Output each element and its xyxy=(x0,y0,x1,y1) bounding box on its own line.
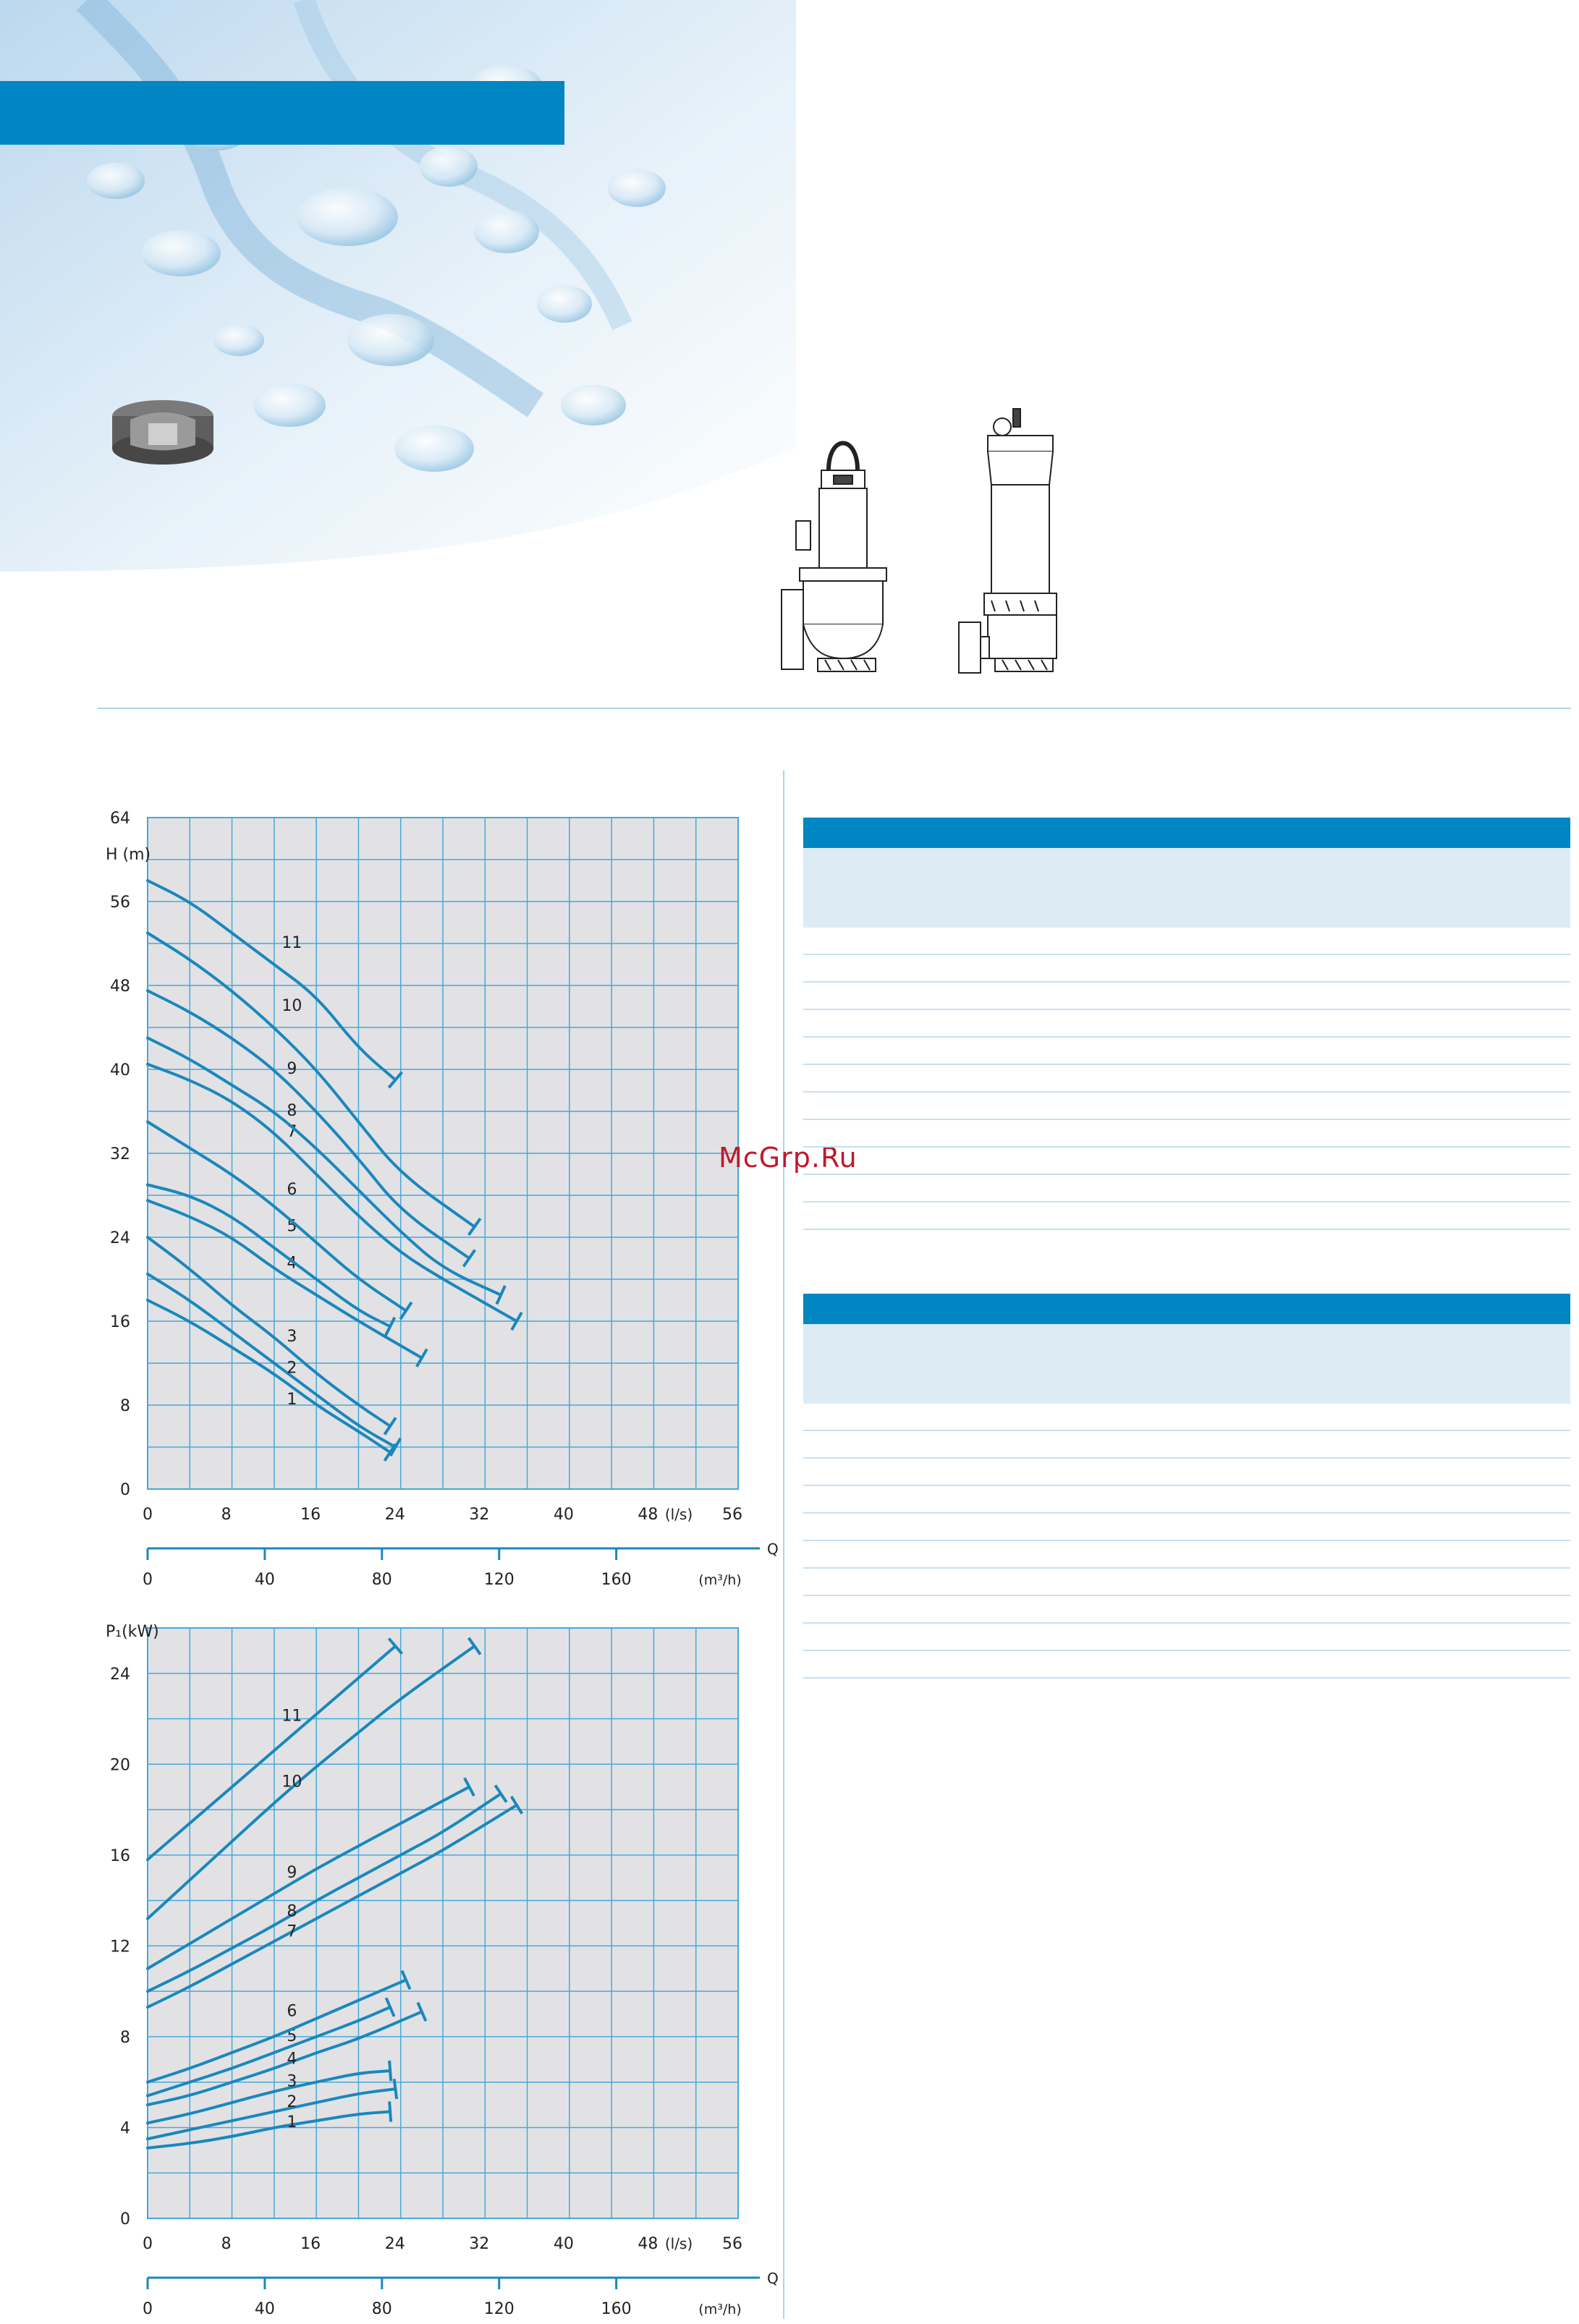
x-tick-label-m3h: 120 xyxy=(483,2300,515,2318)
y-tick-label: 8 xyxy=(120,1397,130,1415)
column-divider xyxy=(783,771,784,2319)
x-tick-label-ls: 8 xyxy=(221,2235,232,2253)
table-2-rows xyxy=(803,1404,1570,1679)
table-row xyxy=(803,1624,1570,1651)
y-tick-label: 40 xyxy=(110,1061,130,1080)
x-tick-label-ls: 48 xyxy=(638,1506,659,1524)
y-tick-label: 20 xyxy=(110,1756,130,1775)
x-tick-label-m3h: 40 xyxy=(254,1571,275,1589)
table-row xyxy=(803,1569,1570,1596)
curve-label-4: 4 xyxy=(287,1254,297,1273)
curve-label-6: 6 xyxy=(287,1180,297,1199)
x-tick-label-m3h: 80 xyxy=(371,2300,392,2318)
table-row xyxy=(803,1203,1570,1230)
table-row xyxy=(803,1596,1570,1624)
pump-compact-drawing xyxy=(782,444,886,672)
table-row xyxy=(803,955,1570,983)
x-tick-label-m3h: 80 xyxy=(371,1571,392,1589)
x-tick-label-ls: 40 xyxy=(553,1506,574,1524)
table-row xyxy=(803,1651,1570,1679)
table-1-header xyxy=(803,818,1570,848)
x-tick-label-ls: 0 xyxy=(143,1506,153,1524)
x-tick-label-m3h: 0 xyxy=(143,2300,153,2318)
q-axis-label: Q xyxy=(767,2270,779,2287)
curve-label-3: 3 xyxy=(287,2072,297,2091)
watermark-text: McGrp.Ru xyxy=(719,1142,858,1174)
x-tick-label-ls: 48 xyxy=(638,2235,659,2253)
curve-end-cap-1 xyxy=(389,2102,391,2122)
table-row xyxy=(803,1541,1570,1569)
table-2-header xyxy=(803,1294,1570,1324)
table-row xyxy=(803,1514,1570,1541)
curve-label-1: 1 xyxy=(287,1390,297,1409)
x-unit-m3h: (m³/h) xyxy=(698,1572,742,1588)
x-tick-label-ls: 56 xyxy=(722,2235,742,2253)
x-tick-label-ls: 16 xyxy=(300,1506,321,1524)
curve-label-7: 7 xyxy=(287,1922,297,1941)
performance-charts xyxy=(0,0,782,2324)
y-tick-label: 0 xyxy=(120,2210,130,2228)
curve-label-4: 4 xyxy=(287,2050,297,2069)
table-2-subheader xyxy=(803,1324,1570,1404)
y-tick-label: 32 xyxy=(110,1145,130,1163)
y-tick-label: 24 xyxy=(110,1229,130,1247)
x-tick-label-m3h: 40 xyxy=(254,2300,275,2318)
table-row xyxy=(803,1486,1570,1514)
x-tick-label-ls: 32 xyxy=(469,2235,490,2253)
y-tick-label: 0 xyxy=(120,1481,130,1499)
table-1-rows xyxy=(803,928,1570,1230)
table-1-subheader xyxy=(803,848,1570,928)
y-tick-label: 16 xyxy=(110,1846,130,1865)
curve-label-10: 10 xyxy=(281,997,302,1015)
curve-label-5: 5 xyxy=(287,2027,297,2045)
x-unit-ls: (l/s) xyxy=(664,2235,693,2252)
x-unit-ls: (l/s) xyxy=(664,1506,693,1523)
x-tick-label-ls: 8 xyxy=(221,1506,232,1524)
table-row xyxy=(803,983,1570,1010)
x-tick-label-ls: 24 xyxy=(384,2235,405,2253)
table-row xyxy=(803,1175,1570,1203)
y-tick-label: 16 xyxy=(110,1313,130,1331)
curve-label-10: 10 xyxy=(281,1773,302,1791)
curve-label-7: 7 xyxy=(287,1123,297,1141)
table-row xyxy=(803,1038,1570,1065)
table-row xyxy=(803,1459,1570,1486)
q-axis-label: Q xyxy=(767,1540,779,1558)
curve-label-3: 3 xyxy=(287,1327,297,1346)
y-axis-label: P₁(kW) xyxy=(106,1623,159,1641)
pump-illustrations xyxy=(774,405,1107,695)
curve-label-6: 6 xyxy=(287,2002,297,2021)
y-tick-label: 24 xyxy=(110,1665,130,1684)
curve-label-2: 2 xyxy=(287,2092,297,2111)
y-tick-label: 4 xyxy=(120,2119,130,2138)
x-unit-m3h: (m³/h) xyxy=(698,2302,742,2317)
table-row xyxy=(803,1093,1570,1120)
curve-label-11: 11 xyxy=(281,934,302,952)
table-row xyxy=(803,1010,1570,1038)
curve-label-8: 8 xyxy=(287,1902,297,1921)
table-row xyxy=(803,1148,1570,1175)
curve-label-9: 9 xyxy=(287,1863,297,1882)
x-tick-label-ls: 40 xyxy=(553,2235,574,2253)
y-axis-label: H (m) xyxy=(106,846,151,864)
y-tick-label: 48 xyxy=(110,977,130,996)
x-tick-label-ls: 24 xyxy=(384,1506,405,1524)
table-row xyxy=(803,1065,1570,1093)
power-chart xyxy=(106,1623,779,2318)
table-row xyxy=(803,1404,1570,1431)
curve-label-9: 9 xyxy=(287,1060,297,1078)
y-tick-label: 12 xyxy=(110,1938,130,1956)
curve-label-11: 11 xyxy=(281,1707,302,1726)
y-tick-label: 8 xyxy=(120,2028,130,2047)
x-tick-label-m3h: 160 xyxy=(601,2300,632,2318)
x-tick-label-m3h: 160 xyxy=(601,1571,632,1589)
table-row xyxy=(803,928,1570,955)
table-row xyxy=(803,1120,1570,1148)
x-tick-label-m3h: 120 xyxy=(483,1571,515,1589)
head-chart xyxy=(106,810,779,1589)
curve-label-2: 2 xyxy=(287,1359,297,1378)
table-row xyxy=(803,1431,1570,1459)
curve-end-cap-3 xyxy=(389,2061,391,2081)
x-tick-label-ls: 32 xyxy=(469,1506,490,1524)
curve-label-1: 1 xyxy=(287,2113,297,2132)
x-tick-label-ls: 56 xyxy=(722,1506,742,1524)
pump-tall-drawing xyxy=(959,409,1057,673)
x-tick-label-m3h: 0 xyxy=(143,1571,153,1589)
y-tick-label: 64 xyxy=(110,810,130,828)
x-tick-label-ls: 0 xyxy=(143,2235,153,2253)
curve-label-8: 8 xyxy=(287,1102,297,1120)
y-tick-label: 56 xyxy=(110,894,130,912)
x-tick-label-ls: 16 xyxy=(300,2235,321,2253)
curve-label-5: 5 xyxy=(287,1217,297,1236)
